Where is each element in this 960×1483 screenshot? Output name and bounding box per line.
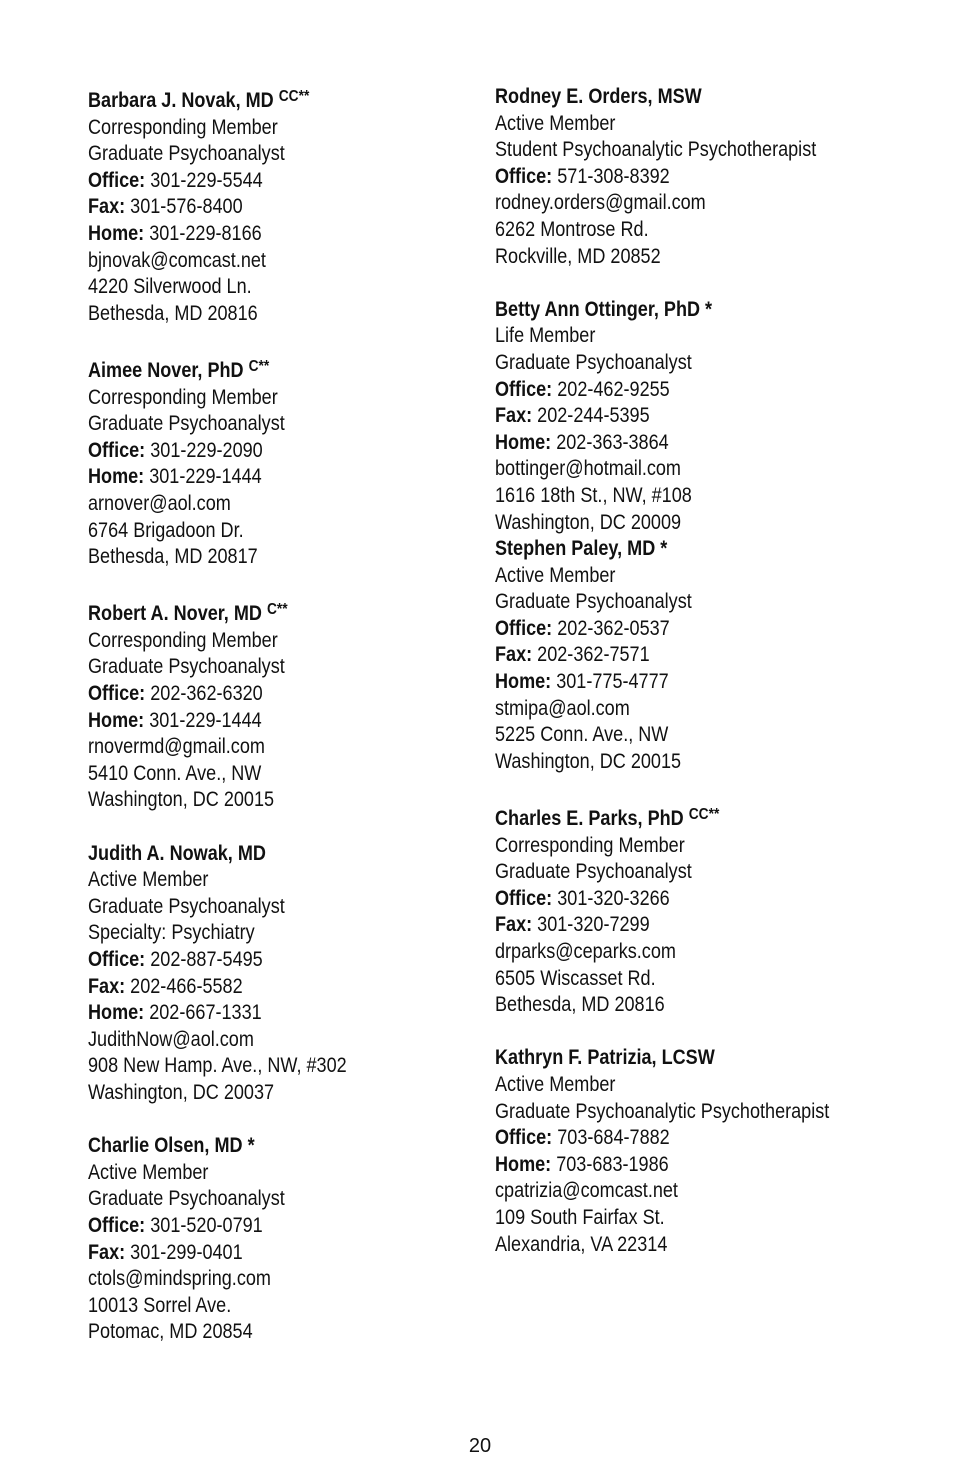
membership-type: Corresponding Member — [495, 833, 685, 857]
member-name: Charlie Olsen, MD * — [88, 1134, 255, 1158]
designation: Graduate Psychoanalyst — [495, 350, 692, 374]
city-state-zip: Washington, DC 20015 — [495, 749, 682, 773]
email-address: ctols@mindspring.com — [88, 1267, 271, 1291]
office-phone: Office: 202-362-6320 — [88, 682, 263, 706]
city-state-zip: Washington, DC 20037 — [88, 1080, 275, 1104]
city-state-zip: Bethesda, MD 20816 — [495, 993, 665, 1017]
street-address: 109 South Fairfax St. — [495, 1205, 665, 1229]
street-address: 10013 Sorrel Ave. — [88, 1293, 232, 1317]
city-state-zip: Washington, DC 20009 — [495, 510, 682, 534]
member-entry — [88, 597, 415, 814]
email-address: JudithNow@aol.com — [88, 1027, 254, 1051]
left-column — [88, 84, 468, 1346]
member-name: Aimee Nover, PhD $^{C**}$ — [88, 357, 270, 382]
member-entry — [495, 802, 856, 1019]
city-state-zip: Potomac, MD 20854 — [88, 1320, 253, 1344]
membership-type: Life Member — [495, 324, 596, 348]
member-name: Judith A. Nowak, MD — [88, 841, 266, 865]
fax-number: Fax: 202-362-7571 — [495, 643, 650, 667]
designation: Graduate Psychoanalyst — [88, 655, 285, 679]
office-phone: Office: 202-462-9255 — [495, 377, 670, 401]
specialty: Specialty: Psychiatry — [88, 921, 255, 945]
membership-type: Active Member — [88, 868, 209, 892]
street-address: 6764 Brigadoon Dr. — [88, 518, 244, 542]
member-name: Stephen Paley, MD * — [495, 537, 668, 561]
street-address: 6262 Montrose Rd. — [495, 217, 649, 241]
email-address: bottinger@hotmail.com — [495, 457, 681, 481]
membership-type: Active Member — [495, 1072, 616, 1096]
home-phone: Home: 202-667-1331 — [88, 1001, 262, 1025]
email-address: rodney.orders@gmail.com — [495, 191, 706, 215]
member-entry — [495, 536, 856, 775]
membership-type: Corresponding Member — [88, 115, 278, 139]
email-address: drparks@ceparks.com — [495, 940, 676, 963]
email-address: rnovermd@gmail.com — [88, 735, 265, 759]
office-phone: Office: 703-684-7882 — [495, 1126, 670, 1150]
email-address: cpatrizia@comcast.net — [495, 1179, 678, 1203]
street-address: 1616 18th St., NW, #108 — [495, 483, 692, 507]
street-address: 908 New Hamp. Ave., NW, #302 — [88, 1054, 347, 1078]
city-state-zip: Washington, DC 20015 — [88, 788, 275, 812]
home-phone: Home: 301-229-8166 — [88, 221, 262, 245]
member-name: Charles E. Parks, PhD $^{CC**}$ — [495, 806, 720, 831]
designation: Graduate Psychoanalyst — [88, 412, 285, 436]
city-state-zip: Rockville, MD 20852 — [495, 244, 661, 268]
membership-mark: C** — [266, 601, 288, 619]
designation: Graduate Psychoanalytic Psychotherapist — [495, 1099, 830, 1123]
home-phone: Home: 301-229-1444 — [88, 708, 262, 732]
city-state-zip: Bethesda, MD 20816 — [88, 301, 258, 325]
fax-number: Fax: 301-576-8400 — [88, 195, 243, 219]
membership-type: Active Member — [495, 111, 616, 135]
email-address: stmipa@aol.com — [495, 696, 630, 720]
fax-number: Fax: 202-244-5395 — [495, 404, 650, 428]
member-entry — [495, 1045, 856, 1258]
street-address: 5225 Conn. Ave., NW — [495, 723, 669, 747]
street-address: 4220 Silverwood Ln. — [88, 275, 252, 299]
email-address: arnover@aol.com — [88, 491, 231, 515]
member-entry — [88, 84, 415, 327]
city-state-zip: Bethesda, MD 20817 — [88, 545, 258, 569]
office-phone: Office: 301-320-3266 — [495, 886, 670, 910]
member-entry — [88, 354, 415, 571]
membership-mark: CC** — [278, 88, 310, 105]
office-phone: Office: 301-229-5544 — [88, 168, 263, 192]
membership-type: Corresponding Member — [88, 628, 278, 652]
membership-type: Corresponding Member — [88, 385, 278, 409]
member-name: Betty Ann Ottinger, PhD * — [495, 297, 713, 321]
right-column — [495, 84, 915, 1258]
member-entry — [495, 84, 856, 270]
street-address: 6505 Wiscasset Rd. — [495, 966, 656, 990]
office-phone: Office: 301-229-2090 — [88, 438, 263, 462]
member-entry — [88, 1133, 415, 1346]
designation: Graduate Psychoanalyst — [88, 894, 285, 918]
membership-type: Active Member — [495, 563, 616, 587]
member-entry — [495, 297, 856, 536]
designation: Graduate Psychoanalyst — [88, 142, 285, 166]
fax-number: Fax: 301-299-0401 — [88, 1240, 243, 1264]
member-name: Kathryn F. Patrizia, LCSW — [495, 1046, 715, 1070]
member-name: Barbara J. Novak, MD $^{CC**}$ — [88, 88, 310, 112]
home-phone: Home: 301-229-1444 — [88, 465, 262, 489]
fax-number: Fax: 202-466-5582 — [88, 974, 243, 998]
membership-mark: CC** — [688, 806, 720, 824]
member-name: Robert A. Nover, MD $^{C**}$ — [88, 601, 288, 626]
designation: Graduate Psychoanalyst — [495, 860, 692, 884]
designation: Graduate Psychoanalyst — [88, 1187, 285, 1211]
email-address: bjnovak@comcast.net — [88, 248, 266, 272]
office-phone: Office: 202-362-0537 — [495, 616, 670, 640]
fax-number: Fax: 301-320-7299 — [495, 913, 650, 937]
home-phone: Home: 301-775-4777 — [495, 670, 669, 694]
office-phone: Office: 301-520-0791 — [88, 1213, 263, 1237]
page-number: 20 — [468, 1435, 492, 1457]
membership-type: Active Member — [88, 1160, 209, 1184]
office-phone: Office: 571-308-8392 — [495, 164, 670, 188]
office-phone: Office: 202-887-5495 — [88, 948, 263, 971]
member-entry — [88, 841, 415, 1107]
membership-mark: C** — [248, 357, 270, 375]
member-name: Rodney E. Orders, MSW — [495, 85, 702, 108]
street-address: 5410 Conn. Ave., NW — [88, 761, 262, 785]
city-state-zip: Alexandria, VA 22314 — [495, 1232, 668, 1256]
home-phone: Home: 703-683-1986 — [495, 1152, 669, 1176]
home-phone: Home: 202-363-3864 — [495, 430, 669, 454]
designation: Graduate Psychoanalyst — [495, 590, 692, 614]
designation: Student Psychoanalytic Psychotherapist — [495, 138, 817, 162]
